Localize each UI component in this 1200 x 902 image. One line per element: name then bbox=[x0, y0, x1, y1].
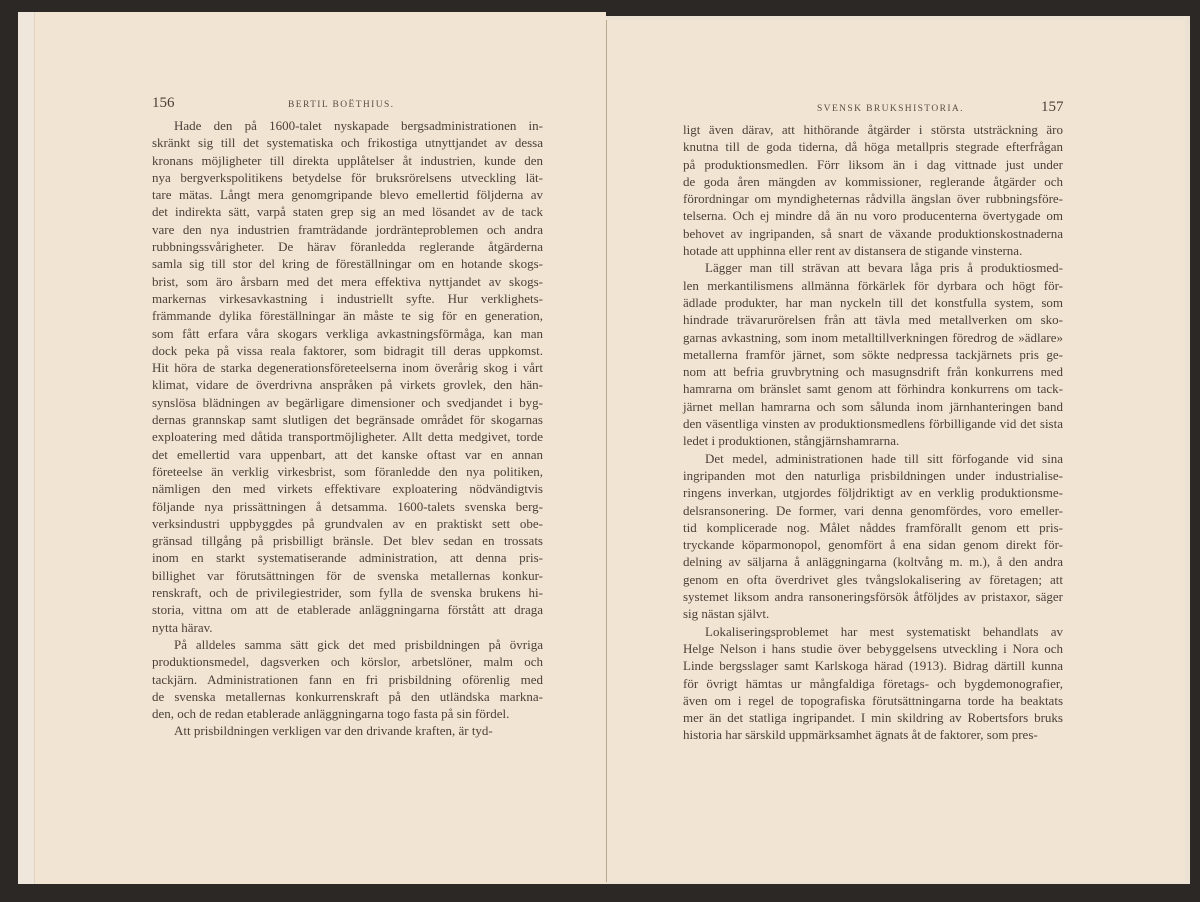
text-line: Hade den på 1600-talet nyskapade bergsadministrationen in- bbox=[174, 118, 543, 133]
left-page-number: 156 bbox=[152, 95, 175, 111]
text-line: renskraft, och de privilegiestrider, som fylla de svenska brukens hi- bbox=[152, 585, 543, 601]
text-line: samla sig till stor del kring de föreställningar om en hotande skogs- bbox=[152, 256, 543, 272]
text-line: hamrarna om bränslet samt genom att förhindra konkurrens om tack- bbox=[683, 381, 1063, 397]
left-paragraph bbox=[152, 636, 543, 722]
text-line: nom att befria gruvbrytning och masugnsdrift från konkurrens med bbox=[683, 364, 1063, 380]
text-line: sig nästan självt. bbox=[683, 606, 770, 622]
text-line: billighet var förutsättningen för de svenska metallernas konkur- bbox=[152, 567, 543, 583]
text-line: behovet av ingripanden, så snart de växande produktionskostnaderna bbox=[683, 225, 1063, 241]
text-line: delning av säljarna å anläggningarna (koltvång m. m.), å den andra bbox=[683, 554, 1063, 570]
text-line: produktionsmedel, dagsverken och körslor, arbetslöner, malm och bbox=[152, 654, 543, 670]
text-line: tryckande köparmonopol, genomfört å ena sidan genom direkt för- bbox=[683, 537, 1063, 553]
text-line: även om i regel de topografiska förutsättningarna torde ha beaktats bbox=[683, 692, 1063, 708]
text-line: dock peka på vissa reala faktorer, som bidragit till deras uppkomst. bbox=[152, 342, 543, 358]
text-line: gränsad tillgång på prisbilligt bränsle. Det blev sedan en trossats bbox=[152, 533, 543, 549]
text-line: exploatering med dåtida transportmöjligheter. Allt detta medgivet, torde bbox=[152, 429, 543, 445]
text-line: storia, vittna om att de etablerade anläggningarna förstått att draga bbox=[152, 602, 543, 618]
text-line: för övrigt hämtas ur mångfaldiga företags- och bygdemonografier, bbox=[683, 675, 1063, 691]
text-line: det indirekta sätt, varpå staten grep sig an med lösandet av de tack bbox=[152, 204, 543, 220]
right-paragraph bbox=[683, 121, 1063, 259]
text-line: de goda åren mängden av kommissioner, reglerande åtgärder och bbox=[683, 173, 1063, 189]
text-line: den väsentliga vinsten av produktionsmedlens förbilligande vid det sista bbox=[683, 416, 1063, 432]
text-line: rubbningssvårigheter. De härav föranledda reglerande åtgärderna bbox=[152, 239, 543, 255]
left-running-head: BERTIL BOËTHIUS. bbox=[288, 100, 395, 110]
text-line: kronans möjligheter till direkta upplåtelser åt industrien, kunde den bbox=[152, 152, 543, 168]
text-line: Det medel, administrationen hade till sitt förfogande vid sina bbox=[705, 450, 1063, 466]
left-paragraph bbox=[152, 117, 543, 636]
text-line: knutna till de goda tiderna, då höga metallpris stegrade efterfrågan bbox=[683, 139, 1063, 155]
text-line: nämligen den med virkets effektivare exploatering nödvändigtvis bbox=[152, 481, 543, 497]
text-line: systemet liksom andra ransoneringsförsök åtföljdes av pristaxor, säger bbox=[683, 589, 1063, 605]
text-line: de svenska metallernas konkurrenskraft på den utländska markna- bbox=[152, 688, 543, 704]
text-line: vare den nya industrien framträdande jordränteproblemen och andra bbox=[152, 221, 543, 237]
left-page-text bbox=[152, 117, 543, 740]
text-line: historia har särskild uppmärksamhet ägnats åt de faktorer, som pres- bbox=[683, 727, 1038, 743]
text-line: som fått erfara våra skogars verkliga avkastningsförmåga, kan man bbox=[152, 325, 543, 341]
text-line: främmande dylika föreställningar än måste te sig för en generation, bbox=[152, 308, 543, 324]
text-line: Att prisbildningen verkligen var den drivande kraften, är tyd- bbox=[174, 723, 493, 739]
text-line: ligt även därav, att hithörande åtgärder i största utsträckning äro bbox=[683, 122, 1063, 137]
left-page-edge bbox=[18, 12, 35, 884]
text-line: förordningar om myndigheternas rådvilla ängslan över rubbningsföre- bbox=[683, 191, 1063, 207]
text-line: på produktionsmedlen. Förr liksom än i dag vittnade just under bbox=[683, 156, 1063, 172]
right-page-text bbox=[683, 121, 1063, 744]
text-line: brist, som äro årsbarn med det mera effektiva nyttjandet av skogs- bbox=[152, 273, 543, 289]
text-line: len merkantilismens allmänna förkärlek för dyrbara och högt för- bbox=[683, 277, 1063, 293]
text-line: järnet mellan hamrarna och som sålunda inom järnhanteringen band bbox=[683, 398, 1063, 414]
text-line: Linde bergsslager samt Karlskoga härad (1913). Bidrag därtill kunna bbox=[683, 658, 1063, 674]
text-line: På alldeles samma sätt gick det med prisbildningen på övriga bbox=[174, 636, 543, 652]
text-line: telserna. Och ej mindre då än nu voro producenterna övertygade om bbox=[683, 208, 1063, 224]
text-line: mer än det statliga ingripandet. I min skildring av Robertsfors bruks bbox=[683, 710, 1063, 726]
text-line: Hit höra de starka degenerationsföreteelserna inom överårig skog i vårt bbox=[152, 360, 543, 376]
text-line: Helge Nelson i hans studie över bebyggelsens utveckling i Nora och bbox=[683, 640, 1063, 656]
text-line: ledet i produktionen, stångjärnshamrarna. bbox=[683, 433, 900, 449]
right-paragraph bbox=[683, 623, 1063, 744]
text-line: det emellertid vara uppenbart, att det kanske oftast var en annan bbox=[152, 446, 543, 462]
right-page-number: 157 bbox=[1041, 99, 1064, 115]
text-line: ringens inverkan, utgjordes följdriktigt av en verklig produktionsme- bbox=[683, 485, 1063, 501]
text-line: följande nya prissättningen å detsamma. 1600-talets svenska berg- bbox=[152, 498, 543, 514]
text-line: synslösa blädningen av begärligare dimensioner och svedjandet i byg- bbox=[152, 394, 543, 410]
right-paragraph bbox=[683, 259, 1063, 449]
text-line: genom en ofta överdrivet gles tvångslokalisering av företagen; att bbox=[683, 571, 1063, 587]
text-line: hotade att upphinna eller rent av distansera de stigande vinsterna. bbox=[683, 243, 1023, 259]
text-line: nya bergverkspolitikens betydelse för bruksrörelsens utveckling lät- bbox=[152, 169, 543, 185]
text-line: Lägger man till strävan att bevara låga pris å produktiosmed- bbox=[705, 260, 1063, 276]
right-running-head: SVENSK BRUKSHISTORIA. bbox=[817, 104, 964, 114]
text-line: skränkt sig till det systematiska och frikostiga utnyttjandet av dessa bbox=[152, 135, 543, 151]
text-line: metallerna framför järnet, som sökte nedpressa tackjärnets pris ge- bbox=[683, 346, 1063, 362]
text-line: verksindustri uppbyggdes på grundvalen av en praktiskt sett obe- bbox=[152, 515, 543, 531]
text-line: hindrade trävarurörelsen från att tävla med metallverken om sko- bbox=[683, 312, 1063, 328]
text-line: markernas virkesavkastning i industriellt syfte. Hur verklighets- bbox=[152, 290, 543, 306]
text-line: tackjärn. Administrationen fann en fri prisbildning oförenlig med bbox=[152, 671, 543, 687]
text-line: nytta härav. bbox=[152, 619, 213, 635]
text-line: inom en starkt systematiserande administration, att denna pris- bbox=[152, 550, 543, 566]
text-line: företeelse än verklig virkesbrist, som föranledde den nya politiken, bbox=[152, 463, 543, 479]
text-line: tid komplicerade nog. Målet nåddes framförallt genom ett pris- bbox=[683, 519, 1063, 535]
text-line: Lokaliseringsproblemet har mest systematiskt behandlats av bbox=[705, 623, 1063, 639]
text-line: tare mätas. Långt mera genomgripande blevo emellertid följderna av bbox=[152, 187, 543, 203]
text-line: delsransonering. De former, vari denna genomfördes, voro emeller- bbox=[683, 502, 1063, 518]
text-line: ingripanden mot den naturliga prisbildningen under industrialise- bbox=[683, 467, 1063, 483]
text-line: den, och de redan etablerade anläggningarna togo fasta på sin fördel. bbox=[152, 706, 510, 722]
text-line: klimat, vidare de överdrivna anspråken på virkets grovlek, den hän- bbox=[152, 377, 543, 393]
text-line: ädlade produkter, har man nyckeln till det konstfulla system, som bbox=[683, 294, 1063, 310]
text-line: garnas avkastning, som inom metalltillverkningen föredrog de »ädlare» bbox=[683, 329, 1063, 345]
left-paragraph bbox=[152, 722, 543, 739]
text-line: dernas grannskap samt slutligen det begränsade området för skogarnas bbox=[152, 412, 543, 428]
right-paragraph bbox=[683, 450, 1063, 623]
